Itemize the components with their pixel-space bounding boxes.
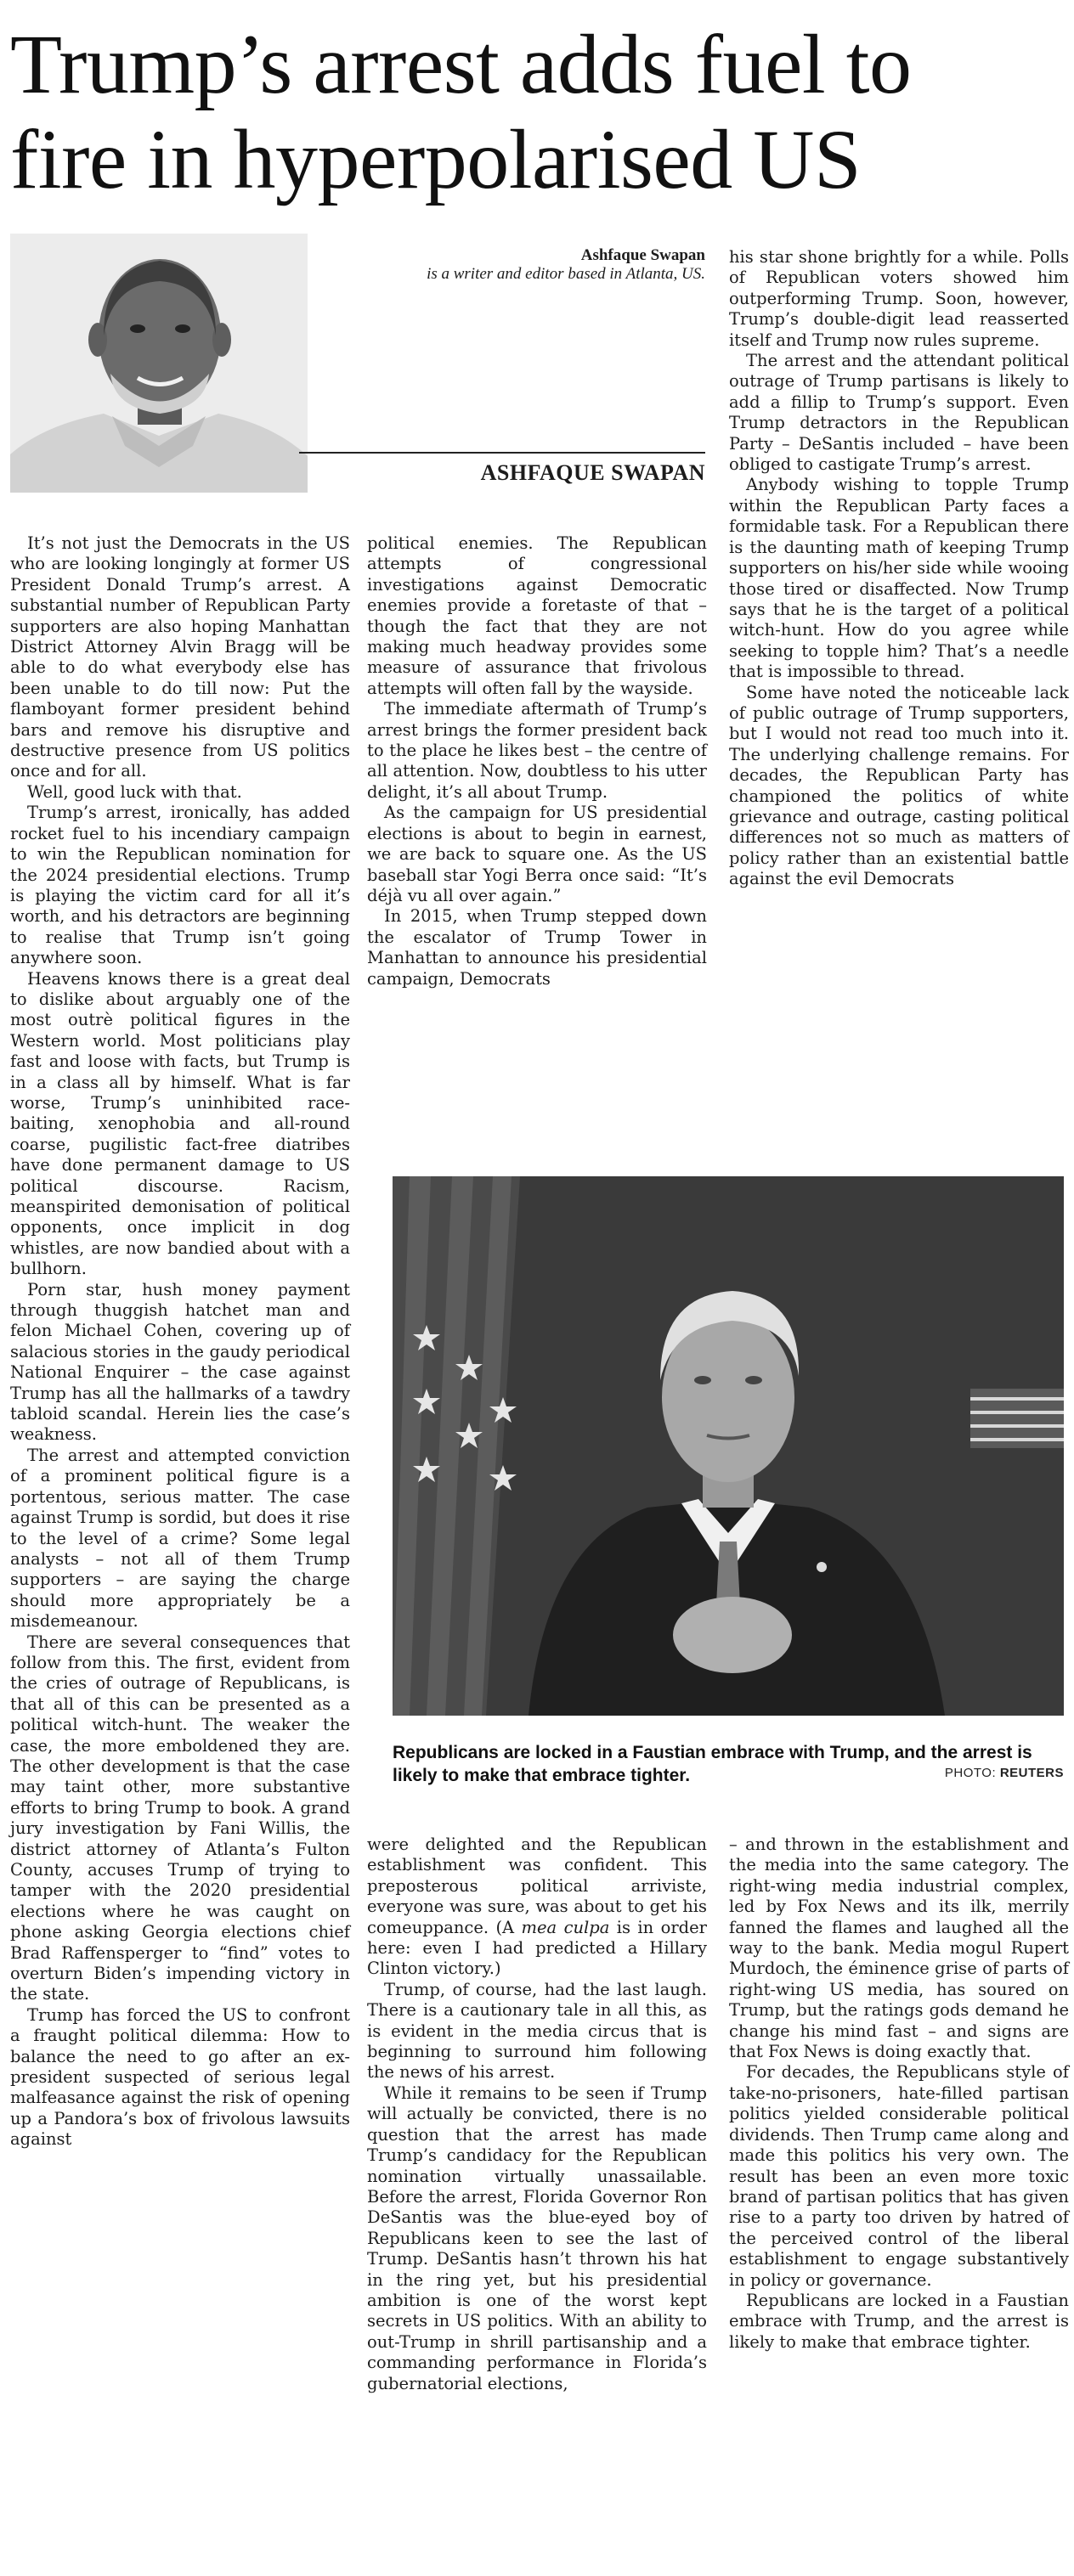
headline	[10, 17, 1064, 207]
paragraph-text: were delighted and the Republican establishment was confident. This preposterous political arriviste, everyone was sure, was about to get his comeuppance. (A	[367, 1835, 707, 1937]
photo-credit-source: REUTERS	[999, 1766, 1064, 1780]
author-note-description: is a writer and editor based in Atlanta, US.	[427, 265, 705, 283]
paragraph: Porn star, hush money payment through thuggish hatchet man and felon Michael Cohen, covering up of salacious stories in the gaudy periodical National Enquirer – the case against Trump has all the hallmarks of a tawdry tabloid scandal. Herein lies the case’s weakness.	[10, 1279, 350, 1445]
article-column-3	[729, 247, 1069, 890]
photo-credit	[884, 1766, 1064, 1780]
photo-caption: Republicans are locked in a Faustian embrace with Trump, and the arrest is likely to make that embrace tighter.	[393, 1743, 1032, 1785]
author-note	[425, 246, 705, 284]
paragraph: For decades, the Republicans style of take-no-prisoners, hate-filled partisan politics yielded considerable political dividends. Then Trump came along and made this politics his very own. The result has been an even more toxic brand of partisan politics that has given rise to a party too driven by hatred of the perceived control of the liberal establishment to engage substantively in policy or governance.	[729, 2062, 1069, 2290]
paragraph: The arrest and attempted conviction of a prominent political figure is a portentous, serious matter. The case against Trump is sordid, but does it rise to the level of a crime? Some legal analysts – not all of them Trump supporters – are saying the charge should more appropriately be a misdemeanour.	[10, 1445, 350, 1632]
article-column-5	[729, 1835, 1069, 2353]
photo-credit-label: PHOTO:	[944, 1766, 997, 1780]
article-column-4	[367, 1835, 707, 2394]
paragraph: Trump’s arrest, ironically, has added rocket fuel to his incendiary campaign to win the Republican nomination for the 2024 presidential elections. Trump is playing the victim card for all it’s worth, and his detractors are beginning to realise that Trump isn’t going anywhere soon.	[10, 803, 350, 968]
byline-rule	[299, 452, 705, 454]
headline-line-2: fire in hyperpolarised US	[10, 112, 862, 206]
paragraph: Some have noted the noticeable lack of public outrage of Trump supporters, but I would not read too much into it. The underlying challenge remains. For decades, the Republican Party has championed the politics of white grievance and outrage, casting political differences not so much as matters of policy rather than an existential battle against the evil Democrats	[729, 682, 1069, 889]
paragraph: There are several consequences that follow from this. The first, evident from the cries of outrage of Republicans, is that all of this can be presented as a political witch-hunt. The weaker the case, the more emboldened they are. The other development is that the case may taint other, more substantive efforts to bring Trump to book. A grand jury investigation by Fani Willis, the district attorney of Atlanta’s Fulton County, accuses Trump of trying to tamper with the 2020 presidential elections where he was caught on phone asking Georgia elections chief Brad Raffensperger to “find” votes to overturn Biden’s impending victory in the state.	[10, 1632, 350, 2004]
trump-photo	[393, 1176, 1064, 1716]
paragraph: Anybody wishing to topple Trump within the Republican Party faces a formidable task. For a Republican there is the daunting math of keeping Trump supporters on his/her side while wooing those tired or disaffected. Now Trump says that he is the target of a political witch-hunt. How do you agree while seeking to topple him? That’s a needle that is impossible to thread.	[729, 475, 1069, 682]
article-column-2	[367, 533, 707, 989]
paragraph: political enemies. The Republican attempts of congressional investigations against Democratic enemies provide a foretaste of that – though the fact that they are not making much headway provides some measure of assurance that frivolous attempts will often fall by the wayside.	[367, 533, 707, 698]
paragraph: Republicans are locked in a Faustian embrace with Trump, and the arrest is likely to make that embrace tighter.	[729, 2290, 1069, 2352]
author-byline: ASHFAQUE SWAPAN	[480, 460, 705, 485]
paragraph: It’s not just the Democrats in the US who are looking longingly at former US President Donald Trump’s arrest. A substantial number of Republican Party supporters are also hoping Manhattan District Attorney Alvin Bragg will be able to do what everybody else has been unable to do till now: Put the flamboyant former president behind bars and remove his disruptive and destructive presence from US politics once and for all.	[10, 533, 350, 781]
paragraph-italic: mea culpa	[521, 1917, 610, 1937]
paragraph: The arrest and the attendant political outrage of Trump partisans is likely to add a fillip to Trump’s support. Even Trump detractors in the Republican Party – DeSantis included – have been obliged to castigate Trump’s arrest.	[729, 351, 1069, 475]
paragraph: his star shone brightly for a while. Polls of Republican voters showed him outperforming Trump. Soon, however, Trump’s double-digit lead reasserted itself and Trump now rules supreme.	[729, 247, 1069, 350]
article-column-1	[10, 533, 350, 2150]
headline-line-1: Trump’s arrest adds fuel to	[10, 17, 912, 111]
paragraph	[367, 1835, 707, 1980]
paragraph: The immediate aftermath of Trump’s arrest brings the former president back to the place he likes best – the centre of all attention. Now, doubtless to his utter delight, it’s all about Trump.	[367, 699, 707, 802]
author-note-name: Ashfaque Swapan	[580, 246, 705, 264]
author-photo	[10, 234, 308, 493]
paragraph-text: is in order here: even I had predicted a Hillary Clinton victory.)	[367, 1917, 708, 1979]
paragraph: In 2015, when Trump stepped down the escalator of Trump Tower in Manhattan to announce his presidential campaign, Democrats	[367, 906, 707, 989]
paragraph: Well, good luck with that.	[27, 781, 242, 802]
paragraph: Trump, of course, had the last laugh. There is a cautionary tale in all this, as is evident in the media circus that is beginning to surround him following the news of his arrest.	[367, 1979, 707, 2083]
paragraph: Trump has forced the US to confront a fraught political dilemma: How to balance the need to go after an ex-president suspected of serious legal malfeasance against the risk of opening up a Pandora’s box of frivolous lawsuits against	[10, 2004, 350, 2150]
paragraph: – and thrown in the establishment and the media into the same category. The right-wing media industrial complex, led by Fox News and its ilk, merrily fanned the flames and laughed all the way to the bank. Media mogul Rupert Murdoch, the éminence grise of parts of right-wing US media, has soured on Trump, but the ratings gods demand he change his mind fast – and signs are that Fox News is doing exactly that.	[729, 1835, 1069, 2062]
paragraph: While it remains to be seen if Trump will actually be convicted, there is no question that the arrest has made Trump’s candidacy for the Republican nomination virtually unassailable. Before the arrest, Florida Governor Ron DeSantis was the blue-eyed boy of Republicans keen to see the last of Trump. DeSantis hasn’t thrown his hat in the ring yet, but his presidential ambition is one of the worst kept secrets in US politics. With an ability to out-Trump in shrill partisanship and a commanding performance in Florida’s gubernatorial elections,	[367, 2083, 707, 2393]
paragraph: Heavens knows there is a great deal to dislike about arguably one of the most outrè political figures in the Western world. Most politicians play fast and loose with facts, but Trump is in a class all by himself. What is far worse, Trump’s uninhibited race-baiting, xenophobia and all-round coarse, pugilistic fact-free diatribes have done permanent damage to US political discourse. Racism, meanspirited demonisation of political opponents, once implicit in dog whistles, are now bandied about with a bullhorn.	[10, 968, 350, 1279]
paragraph: As the campaign for US presidential elections is about to begin in earnest, we are back to square one. As the US baseball star Yogi Berra once said: “It’s déjà vu all over again.”	[367, 803, 707, 905]
